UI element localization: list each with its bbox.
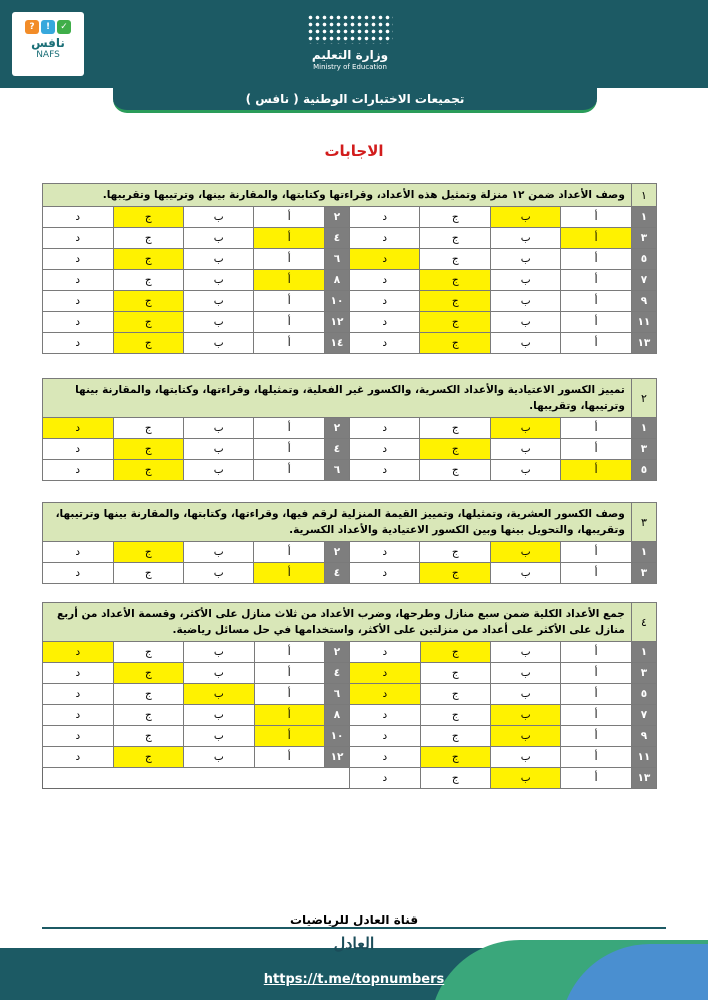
option-cell: ب: [184, 663, 254, 684]
option-cell: أ: [254, 542, 324, 563]
ministry-dots-icon: [307, 14, 393, 44]
option-cell: ج: [420, 228, 490, 249]
question-number: ١٢: [324, 312, 349, 333]
option-cell: ب: [183, 249, 253, 270]
question-number: ١: [631, 207, 656, 228]
option-cell: ج: [113, 726, 183, 747]
option-cell: ب: [183, 542, 253, 563]
question-number: ١٠: [324, 291, 349, 312]
option-cell: د: [43, 228, 114, 249]
question-number: ١: [631, 642, 656, 663]
option-cell: د: [350, 228, 420, 249]
option-cell: ب: [490, 747, 560, 768]
option-cell: أ: [561, 249, 631, 270]
option-cell: ج: [113, 312, 183, 333]
option-cell: ج: [420, 684, 490, 705]
option-cell: ب: [184, 642, 254, 663]
option-cell: أ: [561, 418, 631, 439]
question-number: ٥: [631, 249, 656, 270]
answer-row: [43, 663, 657, 684]
option-cell: ب: [184, 705, 254, 726]
question-number: ١٢: [324, 747, 349, 768]
option-cell: ج: [420, 747, 490, 768]
option-cell: أ: [254, 684, 324, 705]
option-cell: د: [350, 207, 420, 228]
option-cell: د: [43, 663, 114, 684]
option-cell: د: [43, 207, 114, 228]
question-number: ٣: [631, 439, 656, 460]
footer-divider: [42, 927, 666, 929]
option-cell: ب: [183, 291, 253, 312]
check-badge-icon: ✓: [57, 20, 71, 34]
question-number: ٨: [324, 270, 349, 291]
ministry-name-ar: وزارة التعليم: [311, 48, 389, 62]
option-cell: ب: [490, 249, 560, 270]
option-cell: د: [350, 563, 420, 584]
section-number: ٢: [631, 379, 656, 418]
answer-row: [43, 312, 657, 333]
answer-row: [43, 726, 657, 747]
option-cell: د: [43, 249, 114, 270]
question-number: ٤: [324, 663, 349, 684]
question-badge-icon: ?: [25, 20, 39, 34]
section-number: ٤: [631, 603, 656, 642]
question-number: ٤: [324, 439, 349, 460]
option-cell: ب: [490, 642, 560, 663]
option-cell: أ: [254, 460, 324, 481]
option-cell: ب: [183, 312, 253, 333]
option-cell: أ: [561, 684, 631, 705]
option-cell: ب: [184, 726, 254, 747]
answer-row: [43, 291, 657, 312]
option-cell: د: [43, 563, 114, 584]
option-cell: ج: [113, 291, 183, 312]
option-cell: أ: [254, 207, 324, 228]
option-cell: ب: [490, 542, 560, 563]
answer-row: [43, 270, 657, 291]
collection-title-bar: تجميعات الاختبارات الوطنية ( نافس ): [113, 88, 597, 113]
question-number: ٤: [324, 228, 349, 249]
option-cell: ب: [490, 418, 560, 439]
option-cell: ب: [183, 418, 253, 439]
option-cell: ج: [113, 684, 183, 705]
answer-row: [43, 563, 657, 584]
section-standard-text: وصف الأعداد ضمن ١٢ منزلة وتمثيل هذه الأعداد، وقراءتها وكتابتها، والمقارنة بينها، وترتيبها وتقريبها.: [43, 184, 632, 207]
option-cell: ج: [420, 563, 490, 584]
option-cell: ج: [420, 333, 490, 354]
option-cell: ج: [420, 207, 490, 228]
option-cell: أ: [561, 768, 631, 789]
option-cell: د: [350, 312, 420, 333]
question-number: ١١: [631, 312, 656, 333]
option-cell: أ: [254, 249, 324, 270]
option-cell: ج: [113, 563, 183, 584]
option-cell: أ: [561, 460, 631, 481]
option-cell: ب: [183, 439, 253, 460]
option-cell: أ: [254, 705, 324, 726]
answer-row: [43, 228, 657, 249]
option-cell: د: [350, 291, 420, 312]
option-cell: د: [43, 542, 114, 563]
option-cell: ب: [183, 333, 253, 354]
question-number: ١: [631, 418, 656, 439]
option-cell: أ: [254, 312, 324, 333]
answer-row: [43, 418, 657, 439]
option-cell: ج: [113, 542, 183, 563]
option-cell: أ: [561, 747, 631, 768]
option-cell: د: [350, 768, 420, 789]
question-number: ٣: [631, 663, 656, 684]
option-cell: ب: [490, 333, 560, 354]
option-cell: أ: [254, 726, 324, 747]
answer-section-2: [42, 378, 657, 481]
option-cell: د: [350, 270, 420, 291]
nafs-logo-ar: نافس: [31, 36, 65, 50]
option-cell: أ: [561, 270, 631, 291]
nafs-logo-en: NAFS: [36, 50, 60, 60]
option-cell: أ: [561, 228, 631, 249]
option-cell: ج: [420, 439, 490, 460]
option-cell: ب: [490, 312, 560, 333]
option-cell: أ: [561, 439, 631, 460]
question-number: ١٣: [631, 768, 656, 789]
answer-row: [43, 542, 657, 563]
option-cell: ج: [420, 291, 490, 312]
option-cell: ج: [113, 333, 183, 354]
option-cell: د: [350, 460, 420, 481]
option-cell: ج: [420, 418, 490, 439]
question-number: ٤: [324, 563, 349, 584]
question-number: ١٠: [324, 726, 349, 747]
option-cell: ب: [490, 768, 560, 789]
option-cell: ج: [113, 642, 183, 663]
option-cell: ج: [420, 270, 490, 291]
option-cell: أ: [254, 418, 324, 439]
option-cell: د: [43, 312, 114, 333]
question-number: ٢: [324, 542, 349, 563]
option-cell: ب: [183, 563, 253, 584]
footer-logo: العادل: [333, 934, 375, 953]
option-cell: ج: [420, 663, 490, 684]
option-cell: ج: [113, 249, 183, 270]
option-cell: د: [350, 747, 420, 768]
option-cell: ج: [420, 726, 490, 747]
option-cell: أ: [254, 291, 324, 312]
option-cell: ب: [490, 439, 560, 460]
ministry-name-en: Ministry of Education: [313, 63, 387, 71]
question-number: ٢: [324, 418, 349, 439]
option-cell: ب: [490, 228, 560, 249]
ministry-logo: [250, 14, 450, 72]
question-number: ٢: [324, 207, 349, 228]
option-cell: أ: [561, 291, 631, 312]
section-standard-text: وصف الكسور العشرية، وتمثيلها، وتمييز القيمة المنزلية لرقم فيها، وقراءتها، وكتابتها، والمقارنة بينها وترتيبها، وتقريبها، والتحويل بينها وبين الكسور الاعتيادية والأعداد الكسرية.: [43, 503, 632, 542]
question-number: ١: [631, 542, 656, 563]
option-cell: د: [350, 642, 420, 663]
option-cell: أ: [254, 642, 324, 663]
option-cell: ب: [490, 291, 560, 312]
option-cell: د: [43, 439, 114, 460]
question-number: ٦: [324, 684, 349, 705]
question-number: ٦: [324, 460, 349, 481]
option-cell: ج: [113, 460, 183, 481]
option-cell: ب: [183, 460, 253, 481]
option-cell: ب: [490, 270, 560, 291]
option-cell: ج: [113, 747, 183, 768]
question-number: ٩: [631, 726, 656, 747]
option-cell: د: [43, 747, 114, 768]
option-cell: ب: [490, 207, 560, 228]
section-number: ١: [631, 184, 656, 207]
option-cell: أ: [561, 312, 631, 333]
option-cell: ب: [184, 684, 254, 705]
answer-row: [43, 439, 657, 460]
option-cell: أ: [561, 663, 631, 684]
option-cell: ب: [184, 747, 254, 768]
answer-section-1: [42, 183, 657, 354]
answer-row: [43, 768, 657, 789]
option-cell: د: [350, 705, 420, 726]
option-cell: أ: [254, 228, 324, 249]
option-cell: ب: [490, 705, 560, 726]
question-number: ٥: [631, 684, 656, 705]
option-cell: د: [350, 333, 420, 354]
option-cell: د: [43, 291, 114, 312]
option-cell: د: [350, 726, 420, 747]
option-cell: ج: [113, 207, 183, 228]
question-number: ٨: [324, 705, 349, 726]
answer-row: [43, 207, 657, 228]
option-cell: ج: [113, 418, 183, 439]
option-cell: ب: [490, 684, 560, 705]
question-number: ٩: [631, 291, 656, 312]
page-title: الاجابات: [324, 142, 384, 160]
exclamation-badge-icon: !: [41, 20, 55, 34]
option-cell: د: [43, 270, 114, 291]
option-cell: ج: [420, 768, 490, 789]
question-number: ٢: [324, 642, 349, 663]
question-number: ٣: [631, 563, 656, 584]
option-cell: أ: [561, 726, 631, 747]
option-cell: أ: [561, 563, 631, 584]
option-cell: د: [43, 460, 114, 481]
answer-section-4: [42, 602, 657, 789]
option-cell: أ: [254, 563, 324, 584]
option-cell: د: [350, 684, 420, 705]
option-cell: ج: [420, 312, 490, 333]
footer-channel-name: قناة العادل للرياضيات: [289, 913, 419, 927]
answer-row: [43, 747, 657, 768]
option-cell: د: [350, 439, 420, 460]
section-standard-text: جمع الأعداد الكلية ضمن سبع منازل وطرحها، وضرب الأعداد من ثلاث منازل على الأكثر، وقسمة الأعداد من أربع منازل على الأكثر على أعداد من منزلتين على الأكثر، واستخدامها في حل مسائل رياضية.: [43, 603, 632, 642]
option-cell: أ: [561, 207, 631, 228]
option-cell: د: [43, 705, 114, 726]
option-cell: د: [350, 542, 420, 563]
option-cell: ب: [183, 270, 253, 291]
option-cell: ج: [420, 705, 490, 726]
option-cell: د: [350, 418, 420, 439]
answer-row: [43, 333, 657, 354]
section-standard-text: تمييز الكسور الاعتيادية والأعداد الكسرية، والكسور غير الفعلية، وتمثيلها، وقراءتها، وكتابتها، والمقارنة بينها وترتيبها، وتقريبها.: [43, 379, 632, 418]
option-cell: أ: [254, 439, 324, 460]
answer-row: [43, 684, 657, 705]
empty-cell: [43, 768, 350, 789]
option-cell: أ: [254, 333, 324, 354]
option-cell: د: [43, 418, 114, 439]
option-cell: ب: [183, 228, 253, 249]
option-cell: أ: [254, 747, 324, 768]
option-cell: أ: [561, 542, 631, 563]
question-number: ١٣: [631, 333, 656, 354]
option-cell: د: [43, 642, 114, 663]
answer-row: [43, 642, 657, 663]
option-cell: د: [43, 333, 114, 354]
question-number: ٦: [324, 249, 349, 270]
option-cell: ج: [420, 642, 490, 663]
header-banner: [0, 0, 708, 88]
option-cell: ج: [113, 705, 183, 726]
option-cell: أ: [561, 705, 631, 726]
option-cell: د: [350, 663, 420, 684]
option-cell: ب: [490, 663, 560, 684]
option-cell: ج: [113, 228, 183, 249]
answer-section-3: [42, 502, 657, 584]
option-cell: أ: [561, 642, 631, 663]
option-cell: ج: [420, 249, 490, 270]
answer-row: [43, 460, 657, 481]
option-cell: ب: [490, 460, 560, 481]
question-number: ٧: [631, 270, 656, 291]
option-cell: ج: [420, 460, 490, 481]
option-cell: د: [350, 249, 420, 270]
option-cell: ج: [113, 270, 183, 291]
option-cell: د: [43, 726, 114, 747]
option-cell: ب: [490, 726, 560, 747]
option-cell: أ: [254, 663, 324, 684]
question-number: ١١: [631, 747, 656, 768]
question-number: ٧: [631, 705, 656, 726]
option-cell: ب: [183, 207, 253, 228]
option-cell: أ: [254, 270, 324, 291]
answer-row: [43, 249, 657, 270]
option-cell: ج: [113, 439, 183, 460]
answer-row: [43, 705, 657, 726]
nafs-logo: [12, 12, 84, 76]
question-number: ٥: [631, 460, 656, 481]
section-number: ٣: [631, 503, 656, 542]
option-cell: د: [43, 684, 114, 705]
question-number: ٣: [631, 228, 656, 249]
option-cell: ج: [113, 663, 183, 684]
option-cell: ب: [490, 563, 560, 584]
option-cell: ج: [420, 542, 490, 563]
nafs-badges: [12, 20, 84, 34]
footer-telegram-link[interactable]: https://t.me/topnumbers: [263, 972, 445, 987]
option-cell: أ: [561, 333, 631, 354]
question-number: ١٤: [324, 333, 349, 354]
